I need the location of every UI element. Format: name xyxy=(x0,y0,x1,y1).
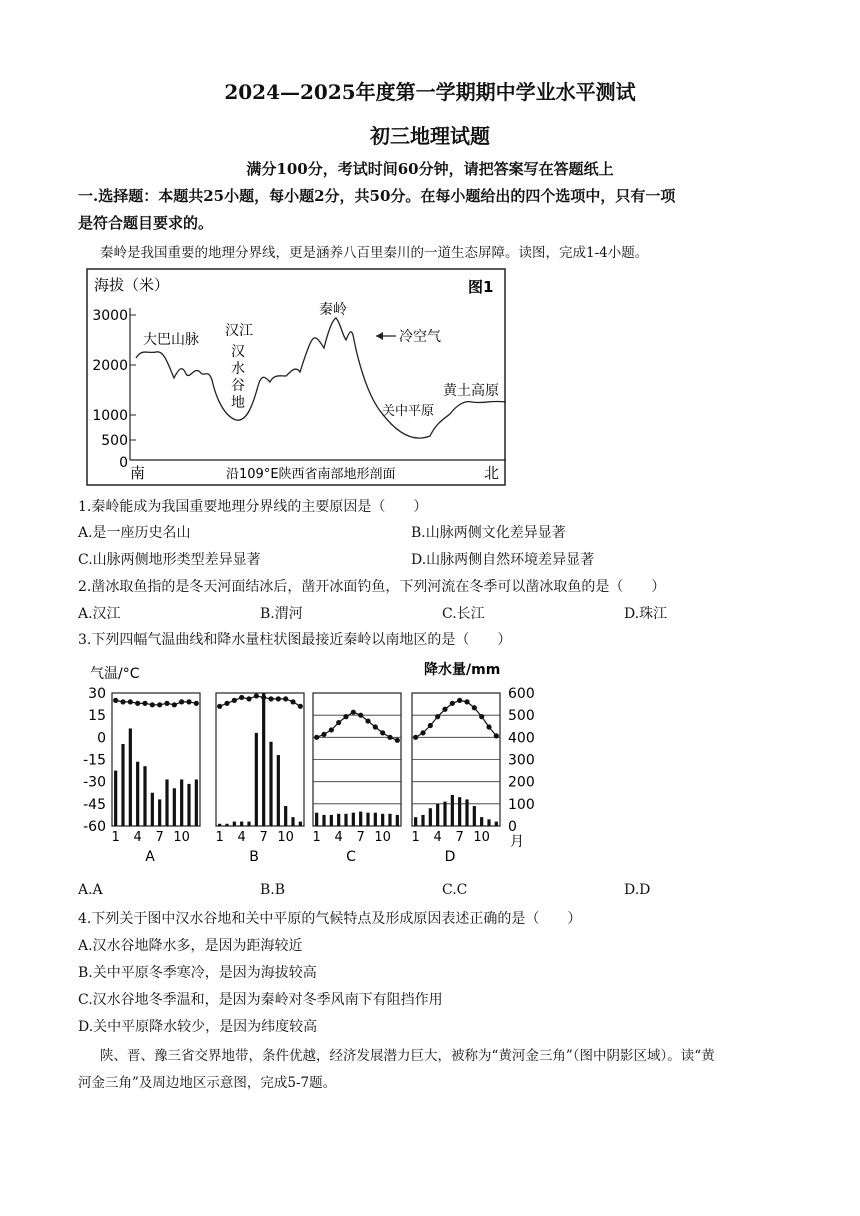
label-daba: 大巴山脉 xyxy=(143,332,199,348)
temp-axis-label: 气温/°C xyxy=(90,666,140,682)
temp-tick-label: -60 xyxy=(83,819,106,835)
precip-bar xyxy=(337,814,340,826)
precip-bar xyxy=(247,822,250,826)
q1-option-c[interactable]: C.山脉两侧地形类型差异显著 xyxy=(78,552,261,568)
precip-tick-label: 600 xyxy=(508,686,535,702)
temp-point xyxy=(298,704,303,709)
precip-bar xyxy=(173,788,176,826)
figure-ylabel: 海拔（米） xyxy=(94,276,170,294)
month-label: 4 xyxy=(334,830,343,845)
q1-option-a[interactable]: A.是一座历史名山 xyxy=(78,525,191,541)
month-label: 7 xyxy=(155,830,164,845)
panel-name-label: A xyxy=(145,849,155,865)
q1-stem: 1.秦岭能成为我国重要地理分界线的主要原因是（ ） xyxy=(78,499,428,515)
q4-option-d[interactable]: D.关中平原降水较少，是因为纬度较高 xyxy=(78,1019,318,1035)
q2-stem: 2.凿冰取鱼指的是冬天河面结冰后，凿开冰面钓鱼，下列河流在冬季可以凿冰取鱼的是（ ） xyxy=(78,579,666,595)
temp-point xyxy=(351,710,356,715)
climate-panel-b xyxy=(216,693,304,865)
month-label: 10 xyxy=(173,830,190,845)
temp-tick-label: 0 xyxy=(97,730,106,747)
precip-tick-label: 300 xyxy=(508,752,535,769)
precip-bar xyxy=(151,793,154,826)
temp-point xyxy=(179,699,184,704)
month-label: 7 xyxy=(259,830,268,845)
precip-bar xyxy=(225,824,228,826)
temp-point xyxy=(486,724,491,729)
label-hanshui-3: 谷 xyxy=(231,378,245,394)
label-qinling: 秦岭 xyxy=(319,302,347,318)
label-guanzhong: 关中平原 xyxy=(382,404,435,419)
temp-point xyxy=(290,699,295,704)
temp-point xyxy=(113,698,118,703)
panel-name-label: B xyxy=(249,849,259,865)
q3-stem: 3.下列四幅气温曲线和降水量柱状图最接近秦岭以南地区的是（ ） xyxy=(78,632,512,648)
temp-point xyxy=(395,738,400,743)
temp-point xyxy=(420,730,425,735)
precip-bar xyxy=(315,813,318,826)
intro-paragraph-2-line2: 河金三角”及周边地区示意图，完成5-7题。 xyxy=(78,1075,337,1091)
precip-bar xyxy=(443,802,446,826)
temp-line xyxy=(116,700,197,704)
month-label: 1 xyxy=(215,830,224,845)
temp-point xyxy=(172,702,177,707)
temp-point xyxy=(314,735,319,740)
section-heading xyxy=(78,183,790,237)
label-cold-air: 冷空气 xyxy=(399,329,441,345)
precip-bar xyxy=(233,822,236,826)
temp-point xyxy=(321,732,326,737)
precip-tick-label: 200 xyxy=(508,774,535,791)
temp-point xyxy=(194,701,199,706)
precip-tick-label: 500 xyxy=(508,708,535,725)
precip-bar xyxy=(269,742,272,826)
panel-name-label: D xyxy=(444,849,456,865)
temp-point xyxy=(261,695,266,700)
month-label: 4 xyxy=(237,830,246,845)
precip-tick-label: 400 xyxy=(508,730,535,747)
q2-option-d[interactable]: D.珠江 xyxy=(624,606,668,622)
label-hanshui-2: 水 xyxy=(231,361,245,377)
precip-bar xyxy=(284,806,287,826)
figure-caption: 沿109°E陕西省南部地形剖面 xyxy=(226,467,396,482)
precip-bar xyxy=(396,815,399,826)
label-huangtu: 黄土高原 xyxy=(443,383,499,399)
temp-point xyxy=(128,699,133,704)
intro-paragraph-2-line1: 陕、晋、豫三省交界地带，条件优越，经济发展潜力巨大，被称为“黄河金三角”（图中阴影区域）。读“黄 xyxy=(100,1048,715,1064)
cold-air-arrowhead xyxy=(376,332,383,340)
precip-bar xyxy=(429,808,432,826)
precip-bar xyxy=(195,779,198,826)
temp-point xyxy=(457,698,462,703)
temp-point xyxy=(494,733,499,738)
temp-point xyxy=(157,702,162,707)
temp-point xyxy=(428,723,433,728)
temp-point xyxy=(464,699,469,704)
precip-bar xyxy=(262,693,265,826)
month-label: 1 xyxy=(411,830,420,845)
precip-bar xyxy=(322,815,325,826)
intro-paragraph-1: 秦岭是我国重要的地理分界线，更是涵养八百里秦川的一道生态屏障。读图，完成1-4小题。 xyxy=(100,245,649,261)
q2-option-c[interactable]: C.长江 xyxy=(442,606,485,622)
precip-bar xyxy=(143,766,146,826)
precip-bar xyxy=(158,799,161,826)
q4-stem: 4.下列关于图中汉水谷地和关中平原的气候特点及形成原因表述正确的是（ ） xyxy=(78,911,582,927)
climate-charts xyxy=(78,656,538,870)
precip-tick-label: 0 xyxy=(508,819,517,835)
label-south: 南 xyxy=(130,464,146,482)
climate-panel-d xyxy=(412,693,500,865)
precip-bar xyxy=(414,817,417,826)
q4-option-b[interactable]: B.关中平原冬季寒冷，是因为海拔较高 xyxy=(78,965,317,981)
temp-tick-label: -30 xyxy=(83,774,106,791)
ytick-0: 0 xyxy=(119,455,128,471)
section-heading-line2: 是符合题目要求的。 xyxy=(78,214,214,232)
temp-point xyxy=(380,730,385,735)
temp-point xyxy=(120,699,125,704)
temp-point xyxy=(268,696,273,701)
month-unit: 月 xyxy=(510,834,524,850)
precip-bar xyxy=(473,806,476,826)
precip-bar xyxy=(180,779,183,826)
temp-point xyxy=(373,724,378,729)
month-label: 10 xyxy=(473,830,490,845)
temp-point xyxy=(358,713,363,718)
q2-option-a[interactable]: A.汉江 xyxy=(78,606,121,622)
figure-frame xyxy=(87,269,505,485)
q3-option-d[interactable]: D.D xyxy=(624,882,651,898)
month-label: 10 xyxy=(374,830,391,845)
label-north: 北 xyxy=(484,464,500,482)
precip-bar xyxy=(465,799,468,826)
precip-bar xyxy=(330,815,333,826)
precip-bar xyxy=(187,784,190,826)
precip-bar xyxy=(291,817,294,826)
panel-name-label: C xyxy=(346,849,356,865)
precip-tick-label: 100 xyxy=(508,796,535,813)
panel-frame xyxy=(112,693,200,826)
temp-point xyxy=(164,701,169,706)
q1-option-d[interactable]: D.山脉两侧自然环境差异显著 xyxy=(411,552,595,568)
temp-line xyxy=(416,700,497,737)
temp-point xyxy=(450,701,455,706)
month-label: 4 xyxy=(433,830,442,845)
temp-point xyxy=(224,701,229,706)
exam-subtitle: 初三地理试题 xyxy=(370,124,490,148)
temp-point xyxy=(186,699,191,704)
temp-point xyxy=(150,702,155,707)
temp-point xyxy=(472,705,477,710)
temp-line xyxy=(220,696,301,706)
precip-bar xyxy=(388,814,391,826)
month-label: 1 xyxy=(312,830,321,845)
precip-bar xyxy=(344,814,347,826)
panel-frame xyxy=(216,693,304,826)
month-label: 1 xyxy=(111,830,120,845)
precip-bar xyxy=(299,822,302,826)
climate-panel-c xyxy=(313,693,401,865)
month-label: 7 xyxy=(455,830,464,845)
month-label: 4 xyxy=(133,830,142,845)
precip-bar xyxy=(374,813,377,826)
exam-instructions: 满分100分，考试时间60分钟，请把答案写在答题纸上 xyxy=(246,160,614,178)
temp-tick-label: 15 xyxy=(88,708,106,725)
temp-point xyxy=(442,707,447,712)
precip-bar xyxy=(114,771,117,826)
label-hanshui-4: 地 xyxy=(231,395,245,411)
temp-point xyxy=(365,718,370,723)
temp-point xyxy=(142,701,147,706)
precip-bar xyxy=(487,819,490,826)
temp-tick-label: 30 xyxy=(88,686,106,702)
exam-title: 2024—2025年度第一学期期中学业水平测试 xyxy=(224,80,636,104)
precip-bar xyxy=(421,815,424,826)
precip-bar xyxy=(255,733,258,826)
temp-point xyxy=(479,714,484,719)
temp-point xyxy=(217,704,222,709)
q2-option-b[interactable]: B.渭河 xyxy=(260,606,303,622)
temp-point xyxy=(135,701,140,706)
precip-bar xyxy=(352,813,355,826)
precip-bar xyxy=(381,814,384,826)
label-hanshui-1: 汉 xyxy=(231,344,245,360)
temp-point xyxy=(254,693,259,698)
precip-bar xyxy=(277,755,280,826)
precip-bar xyxy=(366,813,369,826)
precip-bar xyxy=(240,822,243,826)
q1-option-b[interactable]: B.山脉两侧文化差异显著 xyxy=(411,525,566,541)
q4-option-c[interactable]: C.汉水谷地冬季温和，是因为秦岭对冬季风南下有阻挡作用 xyxy=(78,992,443,1008)
figure-label: 图1 xyxy=(468,278,494,296)
temp-point xyxy=(276,696,281,701)
temp-tick-label: -45 xyxy=(83,796,106,813)
precip-bar xyxy=(436,804,439,826)
temp-point xyxy=(413,735,418,740)
ytick-500: 500 xyxy=(101,433,128,449)
ytick-3000: 3000 xyxy=(92,308,128,324)
temp-point xyxy=(283,696,288,701)
precip-bar xyxy=(218,824,221,826)
section-heading-line1: 一.选择题：本题共25小题，每小题2分，共50分。在每小题给出的四个选项中，只有一项 xyxy=(78,187,676,205)
q3-option-b[interactable]: B.B xyxy=(260,882,286,898)
temp-point xyxy=(232,698,237,703)
precip-bar xyxy=(458,797,461,826)
precip-bar xyxy=(451,795,454,826)
climate-panel-a xyxy=(112,693,200,865)
temp-point xyxy=(435,714,440,719)
precip-bar xyxy=(165,779,168,826)
ytick-1000: 1000 xyxy=(92,408,128,424)
temp-point xyxy=(246,696,251,701)
precip-bar xyxy=(136,762,139,826)
precip-bar xyxy=(480,817,483,826)
month-label: 7 xyxy=(356,830,365,845)
temp-point xyxy=(343,714,348,719)
month-label: 10 xyxy=(277,830,294,845)
temp-point xyxy=(387,735,392,740)
q3-option-a[interactable]: A.A xyxy=(78,882,103,898)
temp-line xyxy=(317,712,398,740)
ytick-2000: 2000 xyxy=(92,358,128,374)
q4-option-a[interactable]: A.汉水谷地降水多，是因为距海较近 xyxy=(78,938,303,954)
precip-axis-label: 降水量/mm xyxy=(424,662,501,678)
precip-bar xyxy=(495,822,498,826)
precip-bar xyxy=(129,728,132,826)
precip-bar xyxy=(359,812,362,826)
precip-bar xyxy=(121,744,124,826)
temp-point xyxy=(329,727,334,732)
temp-point xyxy=(239,695,244,700)
temp-point xyxy=(336,720,341,725)
terrain-profile-figure xyxy=(86,268,508,488)
label-hanjiang: 汉江 xyxy=(225,323,253,339)
temp-tick-label: -15 xyxy=(83,752,106,769)
q3-option-c[interactable]: C.C xyxy=(442,882,468,898)
